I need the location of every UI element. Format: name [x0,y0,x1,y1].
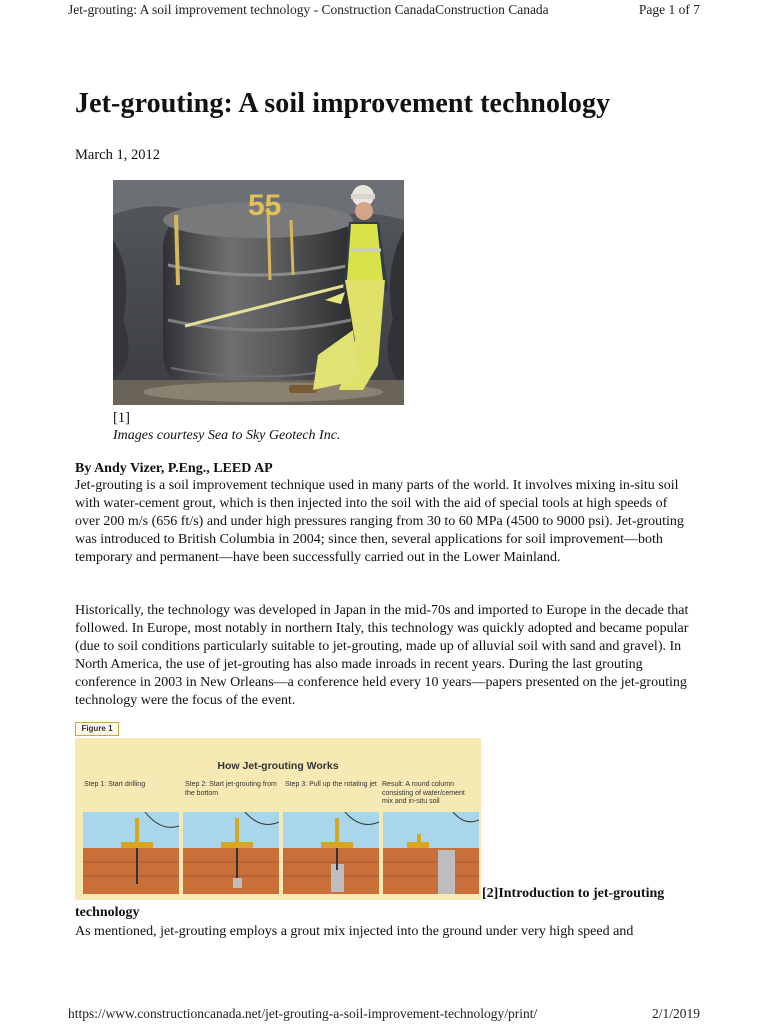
figure-step-2-label: Step 2: Start jet-grouting from the bottom [185,781,277,797]
paragraph-history: Historically, the technology was developed in Japan in the mid-70s and imported to Europe in the decade that followed. In Europe, most notably in northern Italy, this technology was quickly adopted and became popular (due to soil conditions particularly suitable to jet-grouting, made up of alluvial soil with sand and gravel). In North America, the use of jet-grouting has also made inroads in recent years. During the last grouting conference in 2003 in New Orleans—a conference held every 10 years—papers presented on the jet-grouting technology were the focus of the event. [75,603,689,708]
figure-heading: How Jet-grouting Works [217,760,339,772]
column-number-marker: 55 [248,189,282,222]
figure-step-3-label: Step 3: Pull up the rotating jet [285,781,377,788]
print-header-page: Page 1 of 7 [638,2,700,17]
print-footer-date: 2/1/2019 [651,1006,700,1021]
figure-step-2-panel [183,812,279,894]
jet-grout-column-photo [113,180,404,405]
figure-result-label: Result: A round column consisting of water/cement mix and in-situ soil [382,781,465,805]
print-footer-url: https://www.constructioncanada.net/jet-grouting-a-soil-improvement-technology/print/ [68,1006,538,1021]
figure-step-1-panel [83,812,179,894]
paragraph-introduction: As mentioned, jet-grouting employs a grout mix injected into the ground under very high speed and [75,924,634,939]
article-title: Jet-grouting: A soil improvement technology [75,88,611,119]
figure-how-jet-grouting-works [75,738,481,900]
article-byline: By Andy Vizer, P.Eng., LEED AP [75,461,273,476]
article-date: March 1, 2012 [75,147,160,163]
article-photo [113,180,404,405]
figure-result-panel [383,812,479,894]
section-heading-reference[interactable]: [2]Introduction to jet-grouting [482,886,665,901]
section-heading-continued: technology [75,905,140,920]
figure-step-1-label: Step 1: Start drilling [84,781,146,788]
photo-reference[interactable]: [1] [113,410,130,426]
paragraph-intro: Jet-grouting is a soil improvement technique used in many parts of the world. It involves mixing in-situ soil with water-cement grout, which is then injected into the soil with the aid of special tools at high speeds of over 200 m/s (656 ft/s) and under high pressures ranging from 30 to 60 MPa (4500 to 9000 psi). Jet-grouting was introduced to British Columbia in 2004; since then, several applications for soil improvement—both temporary and permanent—have been successfully carried out in the Lower Mainland. [75,478,684,565]
photo-credit: Images courtesy Sea to Sky Geotech Inc. [113,428,341,443]
figure-tag: Figure 1 [75,722,119,736]
print-header-title: Jet-grouting: A soil improvement technology - Construction CanadaConstruction Canada [68,2,549,17]
figure-step-3-panel [283,812,379,894]
